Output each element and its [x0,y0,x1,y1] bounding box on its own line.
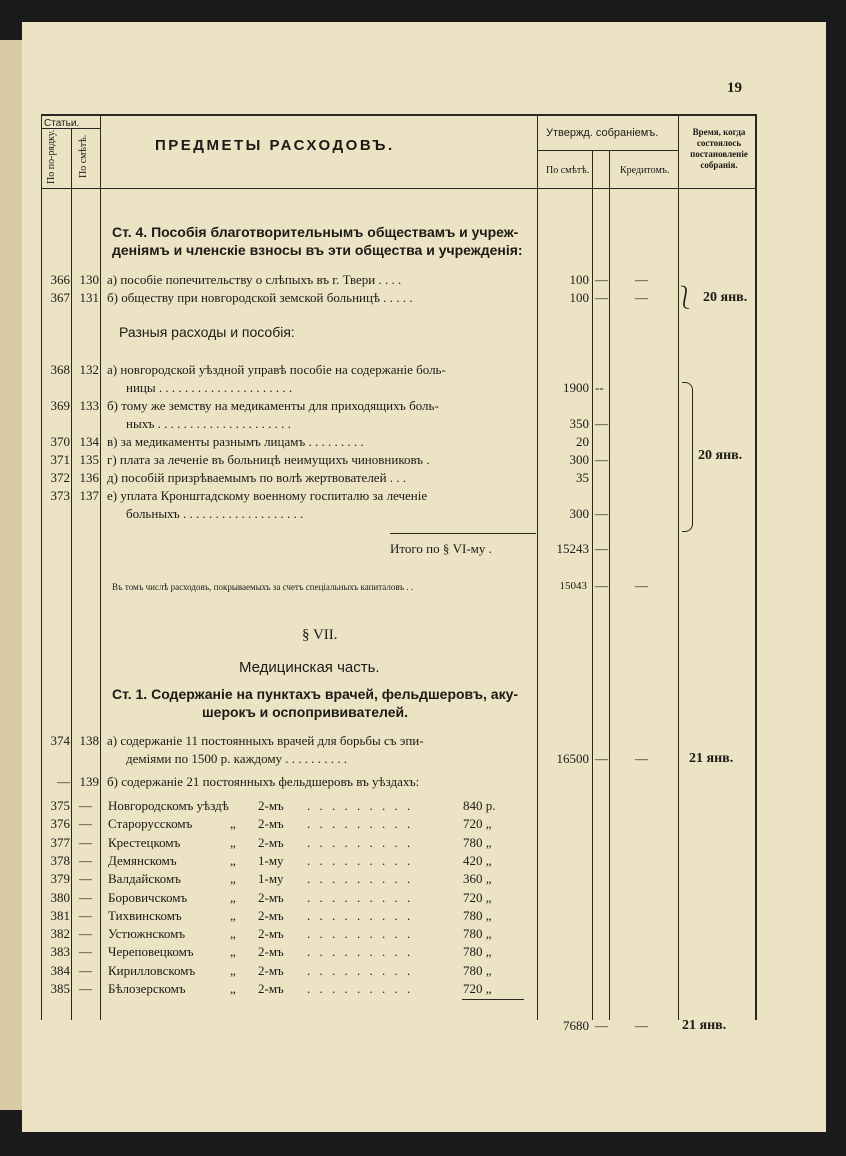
uezd-ditto: „ [230,962,236,978]
row-text: е) уплата Кронштадскому военному госпиталю за леченіе [107,488,428,503]
row-number: 371 [50,452,70,467]
uezd-ditto: „ [230,816,236,832]
row-number-smeta: 133 [79,398,99,413]
uezd-row-number: 375 [50,798,70,813]
statyi-label: Статьи. [44,118,80,129]
uezd-name: Старорусскомъ [108,816,193,832]
uezd-count: 2-мъ [258,981,284,996]
uezd-row-dash: — [79,962,92,978]
st1-title: Ст. 1. Содержаніе на пунктахъ врачей, фельдшеровъ, аку- [112,686,519,702]
uezd-ditto: „ [230,981,236,996]
st1-title-cont: шерокъ и оспопрививателей. [202,704,408,720]
uezd-row-number: 385 [50,981,70,996]
row-number: 373 [50,488,70,503]
row-number-smeta: 137 [79,488,99,503]
misc-title: Разныя расходы и пособія: [119,324,295,340]
row-number-smeta: 135 [79,452,99,467]
special-value: 15043 [559,580,587,592]
uezd-ditto: „ [230,871,236,887]
uezd-name: Тихвинскомъ [108,907,182,923]
row-sum: 1900 [563,380,589,395]
uezd-amount: 780 „ [463,944,492,960]
row-credit: — [595,452,608,467]
uezd-row-number: 381 [50,907,70,923]
uezd-amount: 720 „ [463,889,492,905]
total-label: Итого по § VI-му . [390,541,492,556]
uezd-count: 2-мъ [258,834,284,850]
col-right-border [755,114,757,1020]
paragraph-7: § VII. [302,627,338,643]
uezd-name: Валдайскомъ [108,871,182,887]
row-number: 369 [50,398,70,413]
facing-page-edge [0,40,22,1110]
row-374-date: 21 янв. [689,751,734,766]
uezd-name: Кирилловскомъ [108,962,196,978]
row-number-smeta: 134 [79,434,99,449]
row-text: в) за медикаменты разнымъ лицамъ . . . . . . . . . [107,434,364,449]
uezd-row-dash: — [79,834,92,850]
uezd-name: Боровичскомъ [108,889,188,905]
uezd-count: 2-мъ [258,816,284,832]
uezd-name: Устюжнскомъ [108,926,186,942]
uezd-amount: 720 „ [463,981,492,996]
row-number-smeta: 130 [79,272,99,287]
document-page: 19 Статьи. По по-рядку. По смѣтѣ. ПРЕДМЕТЫ РАСХОДОВЪ. Утвержд. собраніемъ. По смѣтѣ. Кредитомъ. Время, когда состоялось постановленіе собранія. Ст. 4. Пособія благотворительнымъ обществамъ и учреж- деніямъ и членскіе взносы въ эти общества и учрежденія: ⎱ 20 янв. Разныя расходы и пособія: 20 янв. Итого по § VI-му . 15243 — Въ томъ числѣ расходовъ, покрываемыхъ за счетъ спеціальныхъ капиталовъ . . 15043 — — § VII. Медицинская часть. Ст. 1. Содержаніе на пунктахъ врачей, фельдшеровъ, аку- шерокъ и оспопрививателей. 374 138 а) содержаніе 11 постоянныхъ врачей для борьбы съ эпи- деміями по 1500 р. каждому . . . . . . . . . . 16500 — — 21 янв. — 139 б) содержаніе 21 постоянныхъ фельдшеровъ въ уѣздахъ: 7680 — — 21 янв. 366 130 а) пособіе попечительству о слѣпыхъ въ г. Твери . . . . 100 — — 367 131 б) обществу при новгородской земской больницѣ . . . . . 100 — — 368 132 а) новгородской уѣздной управѣ пособіе на содержаніе боль- ницы . . . . . . . . . . . . . . . . . . . . . 1900 -- 369 133 б) тому же земству на медикаменты для приходящихъ боль- ныхъ . . . . . . . . . . . . . . . . . . . . . 350 — 370 134 в) за медикаменты разнымъ лицамъ . . . . . . . . . 20 371 135 г) плата за леченіе въ больницѣ неимущихъ чиновниковъ . 300 — 372 136 д) пособій призрѣваемымъ по волѣ жертвователей . . . 35 373 137 е) уплата Кронштадскому военному госпиталю за леченіе больныхъ . . . . . . . . . . . . . . . . . . . 300 — 375 — Новгородскомъ уѣздѣ 2-мъ . . . . . . . . . 840 р. 376 — Старорусскомъ „ 2-мъ . . . . . . . . . 720 „ 377 — Крестецкомъ „ 2-мъ . . . . . . . . . 780 „ 378 — Демянскомъ „ 1-му . . . . . . . . . 420 „ 379 — Валдайскомъ „ 1-му . . . . . . . . . 360 „ 380 — Боровичскомъ „ 2-мъ . . . . . . . . . 720 „ 381 — Тихвинскомъ „ 2-мъ . . . . . . . . . 780 „ 382 — Устюжнскомъ „ 2-мъ . . . . . . . . . 780 „ 383 — Череповецкомъ „ 2-мъ . . . . . . . . . 780 „ 384 — Кирилловскомъ „ 2-мъ . . . . . . . . . 780 „ 385 — Бѣлозерскомъ „ 2-мъ . . . . . . . . . 720 „ [22,22,826,1132]
row-number-smeta: 131 [79,290,99,305]
table-top-rule [41,114,756,116]
uezd-name: Череповецкомъ [108,944,194,960]
row-credit: — [595,416,608,431]
bracket [682,382,693,532]
uezd-row-number: 377 [50,834,70,850]
row-text: д) пособій призрѣваемымъ по волѣ жертвователей . . . [107,470,407,485]
uezd-count: 2-мъ [258,889,284,905]
uezd-ditto: „ [230,926,236,942]
uezd-row-number: 378 [50,852,70,868]
row-number: 366 [50,272,70,287]
uezd-row-dash: — [79,907,92,923]
section4-title-cont: деніямъ и членскіе взносы въ эти общества и учрежденія: [112,242,523,258]
table-title: ПРЕДМЕТЫ РАСХОДОВЪ. [155,137,395,154]
special-label: Въ томъ числѣ расходовъ, покрываемыхъ за счетъ спеціальныхъ капиталовъ . . [112,582,414,592]
row-sum: 100 [569,272,589,287]
row-text: б) обществу при новгородской земской больницѣ . . . . . [107,290,413,305]
medical-heading: Медицинская часть. [239,659,380,676]
uezd-row-dash: — [79,889,92,905]
row-139-text: б) содержаніе 21 постоянныхъ фельдшеровъ въ уѣздахъ: [107,774,420,789]
uezd-amount: 840 р. [463,798,496,813]
row-number-smeta: 136 [79,470,99,485]
row-number: 368 [50,362,70,377]
uezd-count: 2-мъ [258,962,284,978]
uezd-amount: 420 „ [463,852,492,868]
date-a: 20 янв. [703,290,748,305]
row-credit: — [595,272,608,287]
row-sum: 300 [569,506,589,521]
row-number: 370 [50,434,70,449]
row-credit: -- [595,380,604,395]
final-sum: 7680 [563,1018,589,1033]
row-number-smeta: 132 [79,362,99,377]
po-smete-label: По смѣтѣ. [78,134,89,178]
uezd-name: Новгородскомъ уѣздѣ [108,798,229,813]
uezd-row-number: 383 [50,944,70,960]
page-number: 19 [727,80,742,96]
uezd-ditto: „ [230,907,236,923]
uezd-row-dash: — [79,871,92,887]
uezd-count: 1-му [258,871,284,887]
row-credit: — [595,290,608,305]
row-text-cont: ныхъ . . . . . . . . . . . . . . . . . . . . . [126,416,291,431]
uezd-row-dash: — [79,981,92,996]
uezd-row-number: 376 [50,816,70,832]
row-sum: 350 [569,416,589,431]
uezd-amount: 360 „ [463,871,492,887]
uezd-name: Бѣлозерскомъ [108,981,186,996]
uezd-ditto: „ [230,852,236,868]
uezd-name: Крестецкомъ [108,834,181,850]
uezd-count: 2-мъ [258,944,284,960]
uezd-ditto: „ [230,944,236,960]
row-374-text: а) содержаніе 11 постоянныхъ врачей для борьбы съ эпи- [107,733,424,748]
row-text: а) пособіе попечительству о слѣпыхъ въ г. Твери . . . . [107,272,402,287]
section4-title: Ст. 4. Пособія благотворительнымъ обществамъ и учреж- [112,224,519,240]
row-sum: 100 [569,290,589,305]
uezd-count: 2-мъ [258,907,284,923]
row-374-sum: 16500 [556,751,589,766]
uezd-amount: 780 „ [463,926,492,942]
uezd-amount: 780 „ [463,962,492,978]
col-smeta-label: По смѣтѣ. [546,165,590,176]
date-b: 20 янв. [698,448,743,463]
row-sum: 35 [576,470,589,485]
row-text: г) плата за леченіе въ больницѣ неимущихъ чиновниковъ . [107,452,430,467]
row-text: а) новгородской уѣздной управѣ пособіе на содержаніе боль- [107,362,446,377]
uezd-ditto: „ [230,889,236,905]
col-time-label: Время, когда состоялось постановленіе собранія. [690,127,748,170]
uezd-row-dash: — [79,926,92,942]
row-text-cont: ницы . . . . . . . . . . . . . . . . . . . . . [126,380,293,395]
row-credit: — [595,506,608,521]
uezd-amount: 780 „ [463,834,492,850]
uezd-row-number: 382 [50,926,70,942]
po-poryadku-label: По по-рядку. [46,129,57,184]
row-number: 367 [50,290,70,305]
uezd-row-number: 379 [50,871,70,887]
uezd-amount: 720 „ [463,816,492,832]
approved-label: Утвержд. собраніемъ. [546,127,659,139]
total-value: 15243 [556,541,589,556]
uezd-amount: 780 „ [463,907,492,923]
uezd-row-dash: — [79,944,92,960]
uezd-row-number: 380 [50,889,70,905]
uezd-row-dash: — [79,852,92,868]
uezd-row-number: 384 [50,962,70,978]
uezd-row-dash: — [79,816,92,832]
uezd-count: 1-му [258,852,284,868]
uezd-name: Демянскомъ [108,852,177,868]
row-sum: 20 [576,434,589,449]
row-number: 372 [50,470,70,485]
row-text-cont: больныхъ . . . . . . . . . . . . . . . . . . . [126,506,304,521]
col-credit-label: Кредитомъ. [620,165,670,176]
final-date: 21 янв. [682,1018,727,1033]
uezd-count: 2-мъ [258,926,284,942]
uezd-row-dash: — [79,798,92,813]
uezd-count: 2-мъ [258,798,284,813]
row-text: б) тому же земству на медикаменты для приходящихъ боль- [107,398,439,413]
row-sum: 300 [569,452,589,467]
uezd-ditto: „ [230,834,236,850]
header-bottom-rule [41,188,756,189]
